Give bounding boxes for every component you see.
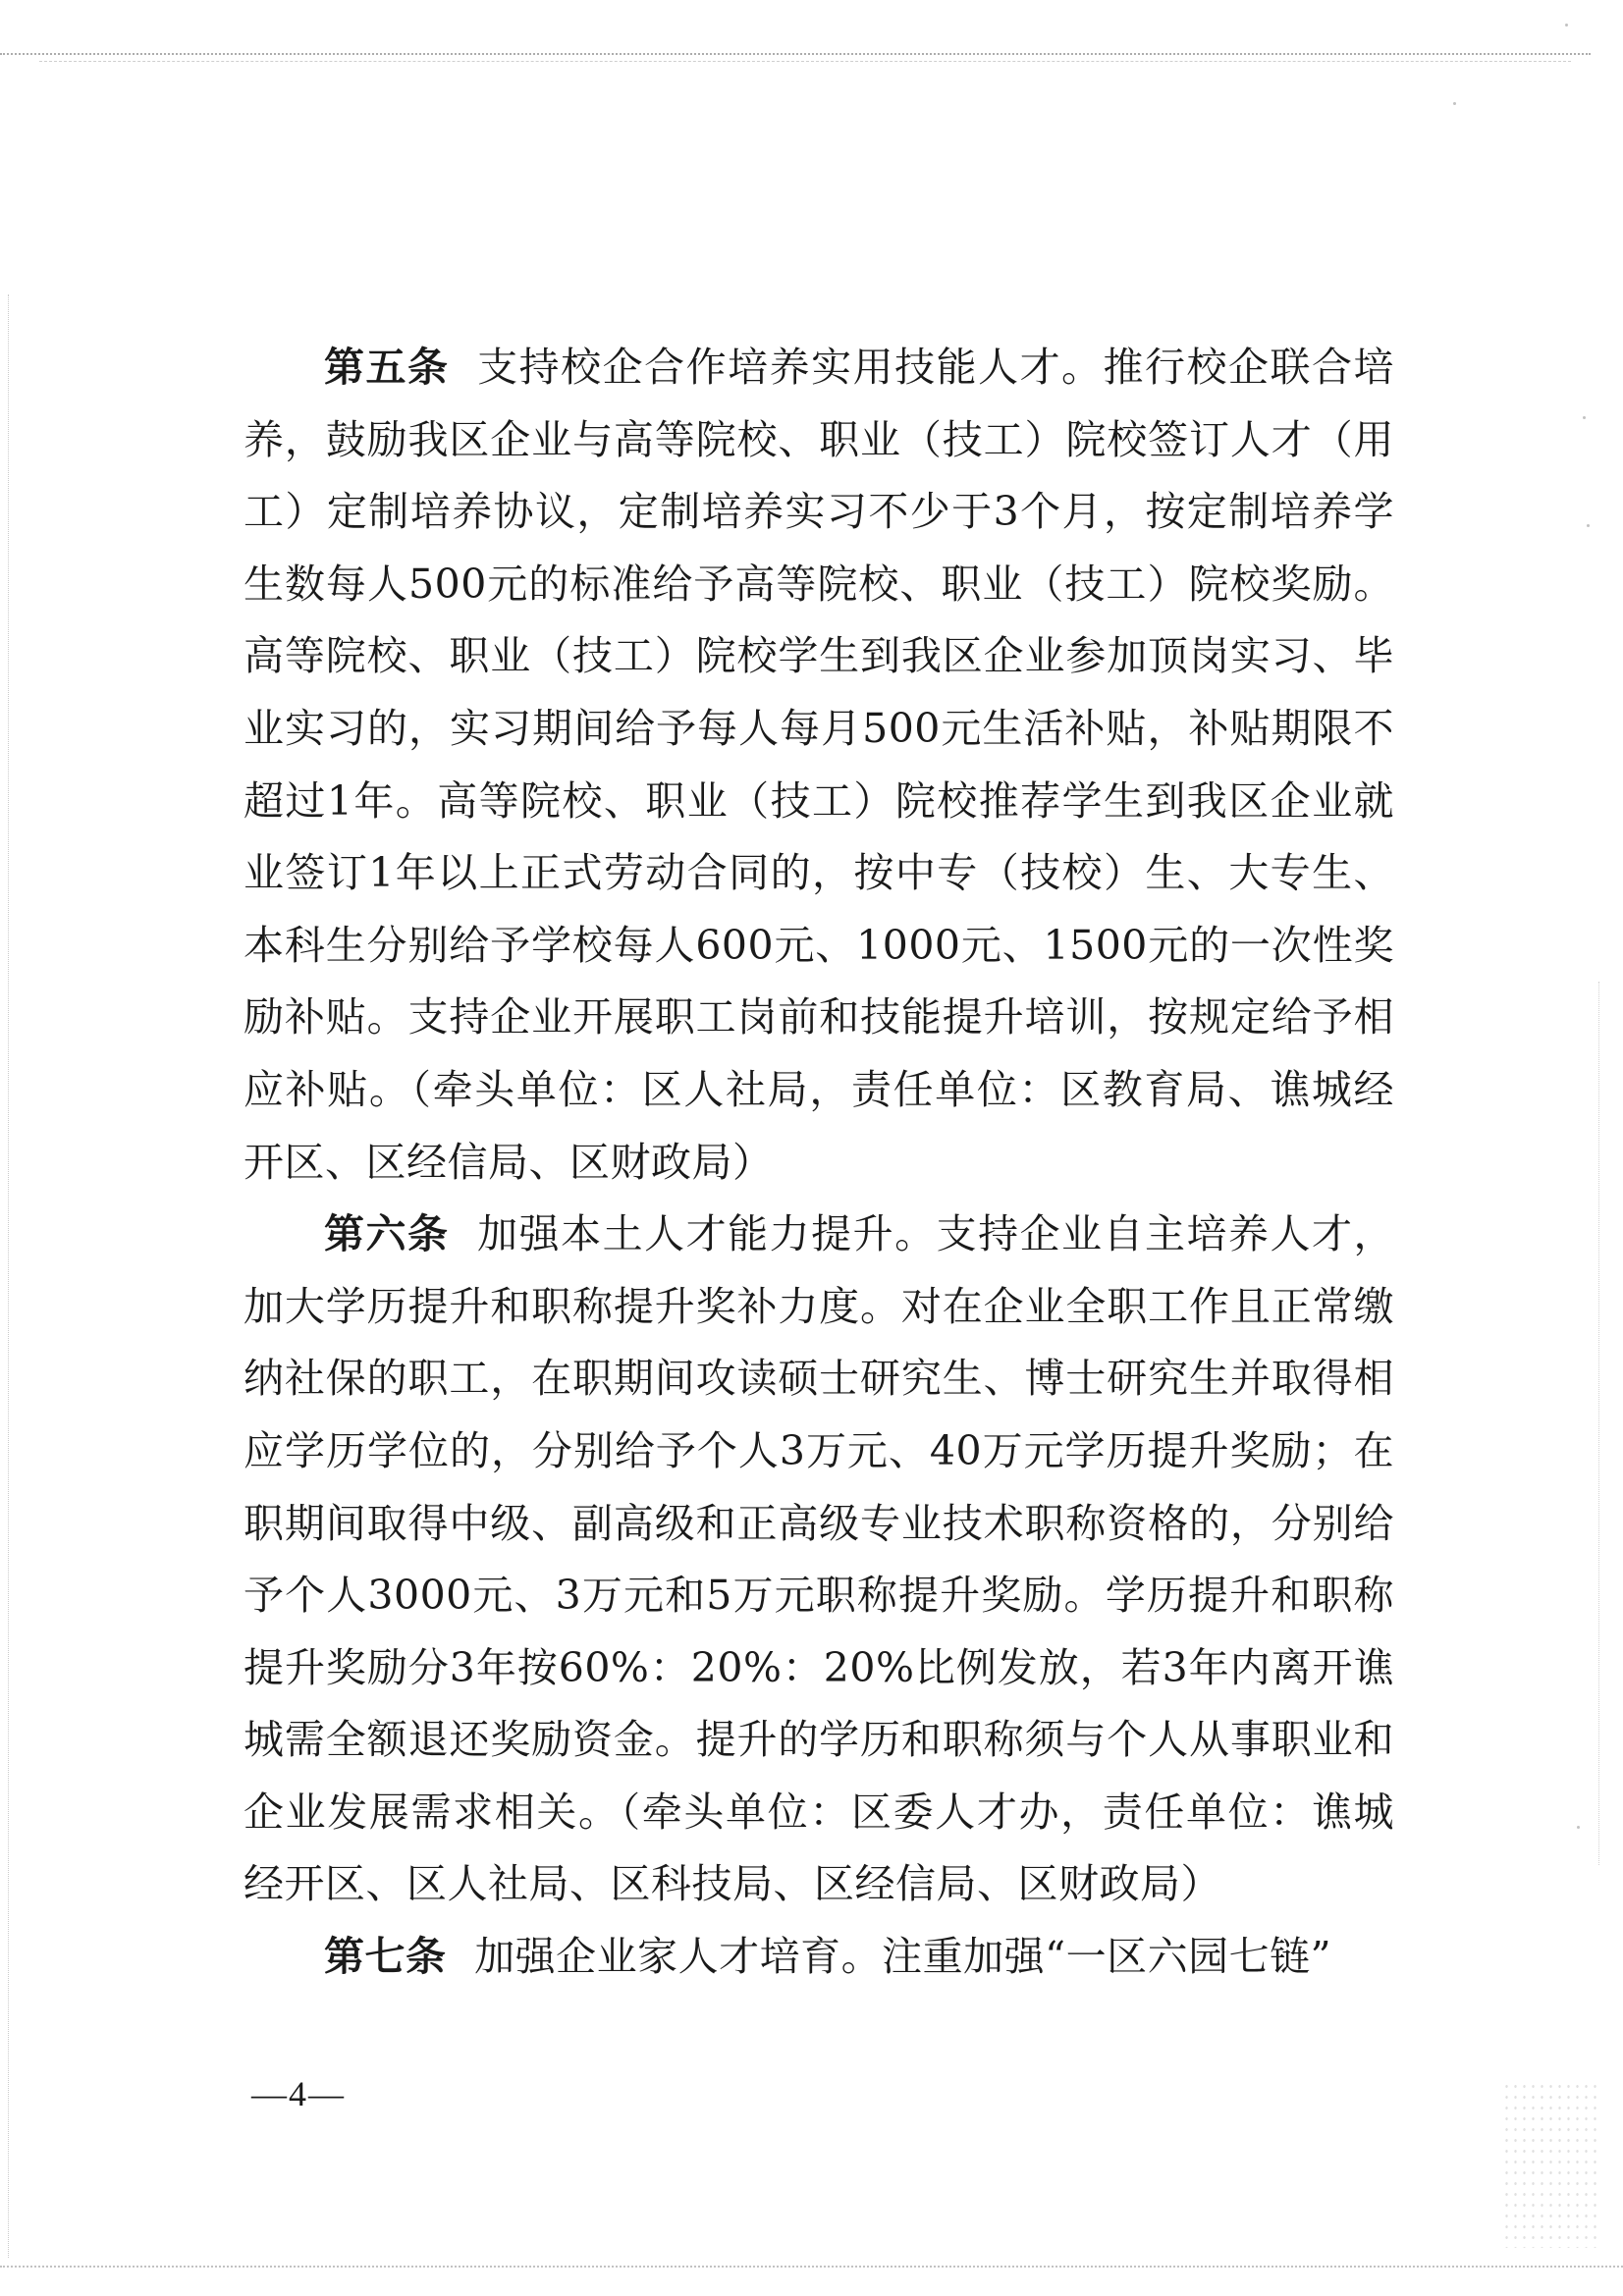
page-number: —4— bbox=[251, 2074, 346, 2113]
scan-edge-top bbox=[0, 53, 1591, 55]
scan-edge-top-inner bbox=[39, 61, 1571, 62]
scan-edge-bottom bbox=[0, 2266, 1623, 2268]
article-label: 第六条 bbox=[324, 1210, 450, 1258]
article-text: 加强企业家人才培育。注重加强“一区六园七链” bbox=[474, 1933, 1332, 1981]
scan-noise bbox=[1502, 2081, 1600, 2248]
document-body bbox=[243, 332, 1394, 1994]
scan-speck bbox=[1577, 1826, 1580, 1829]
article-paragraph bbox=[243, 332, 1394, 1199]
article-text: 支持校企合作培养实用技能人才。推行校企联合培养，鼓励我区企业与高等院校、职业（技工）院校签订人才（用工）定制培养协议，定制培养实习不少于3个月，按定制培养学生数每人500元的标准给予高等院校、职业（技工）院校奖励。高等院校、职业（技工）院校学生到我区企业参加顶岗实习、毕业实习的，实习期间给予每人每月500元生活补贴，补贴期限不超过1年。高等院校、职业（技工）院校推荐学生到我区企业就业签订1年以上正式劳动合同的，按中专（技校）生、大专生、本科生分别给予学校每人600元、1000元、1500元的一次性奖励补贴。支持企业开展职工岗前和技能提升培训，按规定给予相应补贴。（牵头单位：区人社局，责任单位：区教育局、谯城经开区、区经信局、区财政局） bbox=[243, 344, 1395, 1186]
article-text: 加强本土人才能力提升。支持企业自主培养人才，加大学历提升和职称提升奖补力度。对在企业全职工作且正常缴纳社保的职工，在职期间攻读硕士研究生、博士研究生并取得相应学历学位的，分别给予个人3万元、40万元学历提升奖励；在职期间取得中级、副高级和正高级专业技术职称资格的，分别给予个人3000元、3万元和5万元职称提升奖励。学历提升和职称提升奖励分3年按60%：20%：20%比例发放，若3年内离开谯城需全额退还奖励资金。提升的学历和职称须与个人从事职业和企业发展需求相关。（牵头单位：区委人才办，责任单位：谯城经开区、区人社局、区科技局、区经信局、区财政局） bbox=[243, 1210, 1395, 1908]
scan-edge-right bbox=[1598, 982, 1599, 1865]
article-label: 第七条 bbox=[324, 1933, 447, 1981]
scan-speck bbox=[1565, 24, 1568, 27]
article-paragraph bbox=[243, 1199, 1394, 1921]
scan-speck bbox=[1583, 416, 1586, 419]
scan-speck bbox=[1587, 524, 1590, 527]
scan-speck bbox=[1453, 102, 1456, 105]
scan-edge-left bbox=[8, 294, 9, 2258]
article-label: 第五条 bbox=[324, 344, 450, 391]
article-paragraph bbox=[243, 1921, 1394, 1994]
